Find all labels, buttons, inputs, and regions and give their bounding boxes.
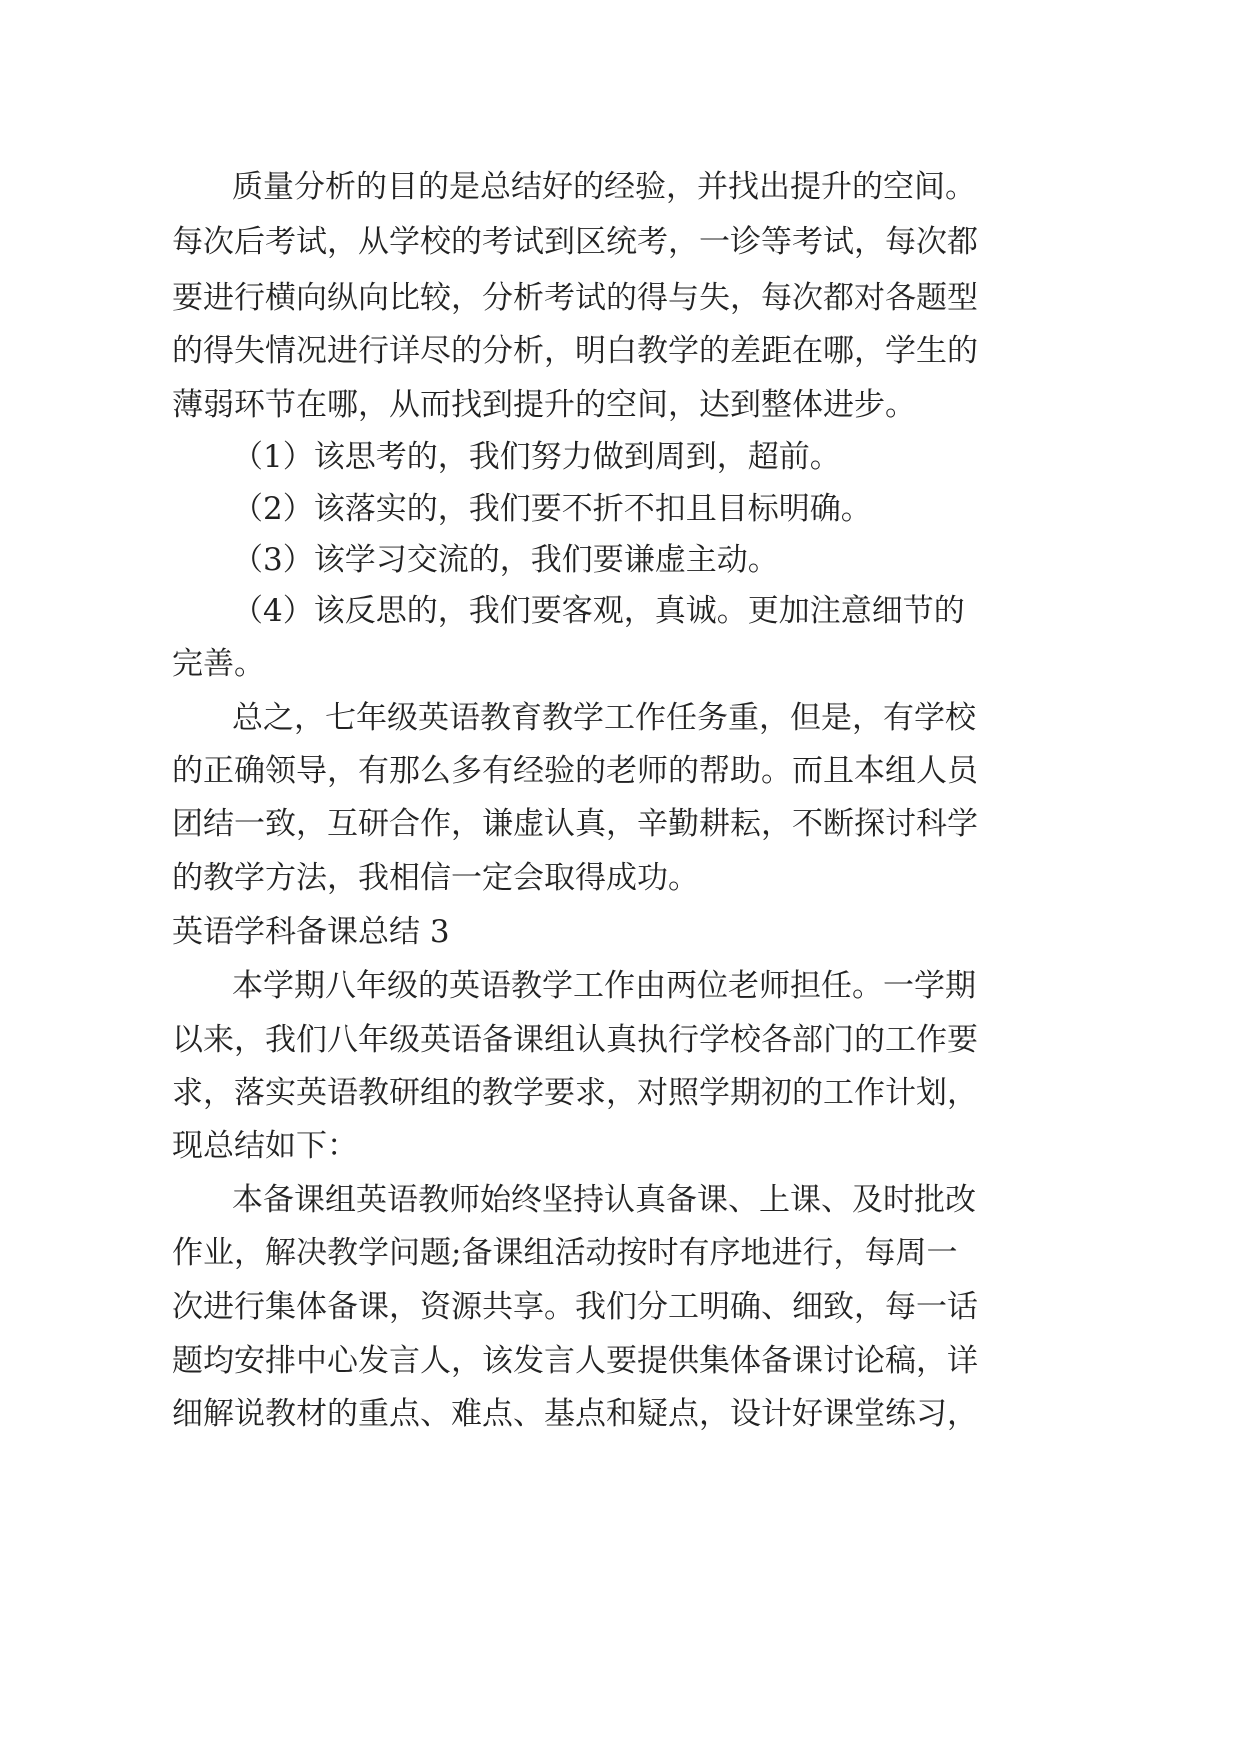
- text-line: 作业，解决教学问题;备课组活动按时有序地进行，每周一: [172, 1235, 958, 1271]
- text-line: 团结一致，互研合作，谦虚认真，辛勤耕耘，不断探讨科学: [172, 806, 978, 842]
- list-item: （2）该落实的，我们要不折不扣且目标明确。: [232, 491, 872, 527]
- text-line: 的教学方法，我相信一定会取得成功。: [172, 860, 699, 896]
- text-line: 要进行横向纵向比较，分析考试的得与失，每次都对各题型: [172, 280, 978, 316]
- text-line: 求，落实英语教研组的教学要求，对照学期初的工作计划，: [172, 1075, 978, 1111]
- section-heading: 英语学科备课总结 3: [172, 914, 450, 950]
- list-item: （3）该学习交流的，我们要谦虚主动。: [232, 542, 779, 578]
- text-line: 本备课组英语教师始终坚持认真备课、上课、及时批改: [232, 1182, 976, 1218]
- list-item: （1）该思考的，我们努力做到周到，超前。: [232, 439, 841, 475]
- text-line: 质量分析的目的是总结好的经验，并找出提升的空间。: [232, 169, 976, 205]
- text-line: 次进行集体备课，资源共享。我们分工明确、细致，每一话: [172, 1289, 978, 1325]
- text-line: 现总结如下：: [172, 1128, 358, 1164]
- text-line: 以来，我们八年级英语备课组认真执行学校各部门的工作要: [172, 1022, 978, 1058]
- text-line: 的正确领导，有那么多有经验的老师的帮助。而且本组人员: [172, 753, 978, 789]
- text-line: 总之，七年级英语教育教学工作任务重，但是，有学校: [232, 700, 976, 736]
- text-line: 的得失情况进行详尽的分析，明白教学的差距在哪，学生的: [172, 333, 978, 369]
- text-line: 题均安排中心发言人，该发言人要提供集体备课讨论稿，详: [172, 1343, 978, 1379]
- text-line: 本学期八年级的英语教学工作由两位老师担任。一学期: [232, 968, 976, 1004]
- text-line: 细解说教材的重点、难点、基点和疑点，设计好课堂练习，: [172, 1396, 978, 1432]
- list-item: （4）该反思的，我们要客观，真诚。更加注意细节的: [232, 593, 965, 629]
- text-line: 完善。: [172, 646, 265, 682]
- text-line: 每次后考试，从学校的考试到区统考，一诊等考试，每次都: [172, 224, 978, 260]
- text-line: 薄弱环节在哪，从而找到提升的空间，达到整体进步。: [172, 387, 916, 423]
